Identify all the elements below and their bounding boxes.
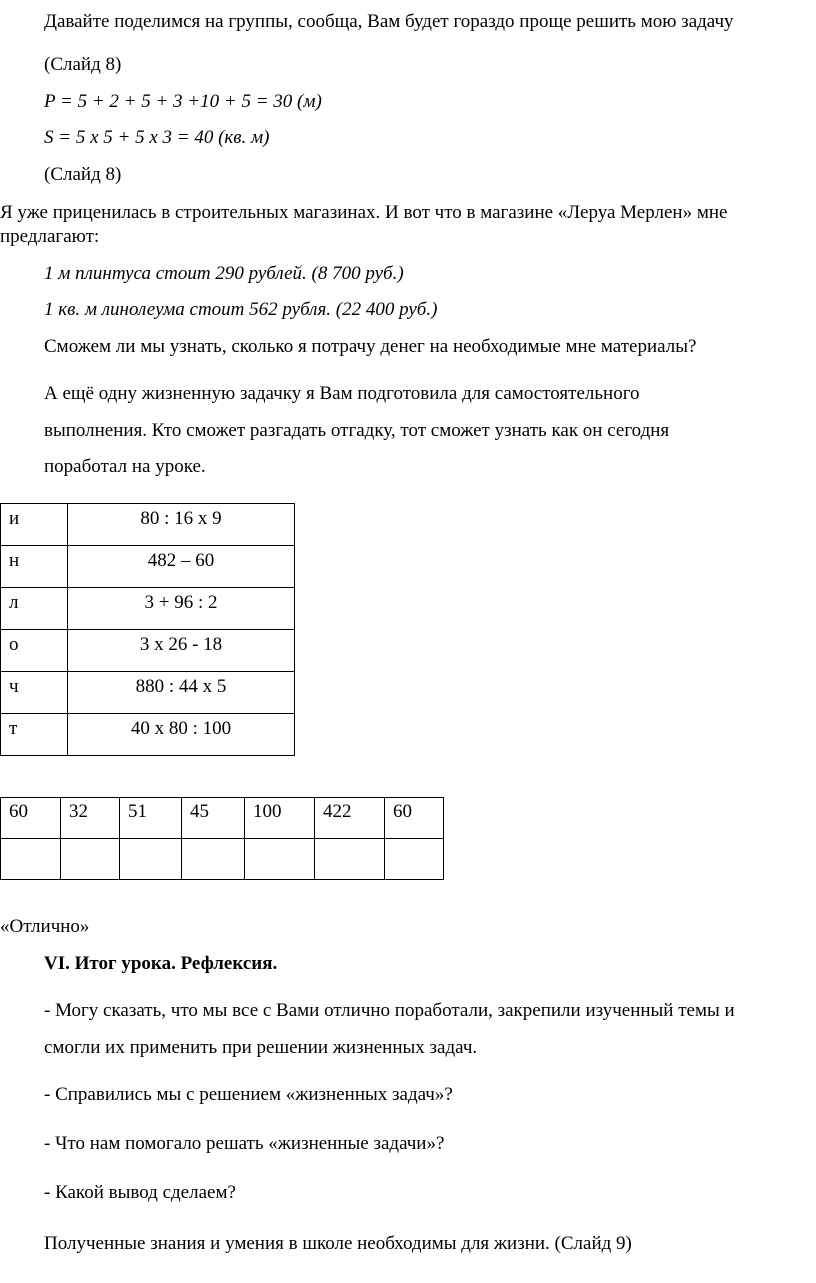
- answer-number-cell: 60: [1, 798, 61, 839]
- task-line: А ещё одну жизненную задачку я Вам подготовила для самостоятельного: [44, 383, 640, 404]
- price-intro-line1: Я уже приценилась в строительных магазинах. И вот что в магазине «Леруа Мерлен» мне: [0, 202, 728, 223]
- answer-word: «Отлично»: [0, 916, 90, 937]
- slide-ref: (Слайд 8): [44, 54, 122, 75]
- reflection-question: - Какой вывод сделаем?: [44, 1182, 236, 1203]
- answer-number-cell: 32: [61, 798, 120, 839]
- expression-cell: 482 – 60: [68, 546, 295, 588]
- task-line: выполнения. Кто сможет разгадать отгадку, тот сможет узнать как он сегодня: [44, 420, 670, 441]
- answer-number-cell: 45: [182, 798, 245, 839]
- reflection-line: смогли их применить при решении жизненных задач.: [44, 1037, 478, 1058]
- task-line: поработал на уроке.: [44, 456, 206, 477]
- plinth-price: 1 м плинтуса стоит 290 рублей. (8 700 руб.): [44, 263, 404, 284]
- table-row: [1, 504, 295, 546]
- conclusion-text: Полученные знания и умения в школе необходимы для жизни. (Слайд 9): [44, 1233, 632, 1254]
- letter-cell: т: [1, 714, 68, 756]
- slide-ref: (Слайд 8): [44, 164, 122, 185]
- answer-number-cell: 51: [120, 798, 182, 839]
- expression-cell: 80 : 16 х 9: [68, 504, 295, 546]
- answer-table: [0, 797, 444, 880]
- answer-number-cell: 100: [245, 798, 315, 839]
- answer-number-cell: 422: [315, 798, 385, 839]
- expression-cell: 40 х 80 : 100: [68, 714, 295, 756]
- reflection-line: - Могу сказать, что мы все с Вами отлично поработали, закрепили изученный темы и: [44, 1000, 735, 1021]
- letters-table: [0, 503, 295, 756]
- intro-text: Давайте поделимся на группы, сообща, Вам будет гораздо проще решить мою задачу: [44, 11, 734, 32]
- answer-letter-cell[interactable]: [182, 839, 245, 880]
- answer-letter-cell[interactable]: [120, 839, 182, 880]
- table-row: [1, 798, 444, 839]
- expression-cell: 3 х 26 - 18: [68, 630, 295, 672]
- table-row: [1, 588, 295, 630]
- table-row: [1, 714, 295, 756]
- answer-letter-cell[interactable]: [245, 839, 315, 880]
- table-row: [1, 630, 295, 672]
- expression-cell: 3 + 96 : 2: [68, 588, 295, 630]
- answer-letter-cell[interactable]: [61, 839, 120, 880]
- linoleum-price: 1 кв. м линолеума стоит 562 рубля. (22 400 руб.): [44, 299, 438, 320]
- answer-letter-cell[interactable]: [315, 839, 385, 880]
- letter-cell: л: [1, 588, 68, 630]
- money-question: Сможем ли мы узнать, сколько я потрачу денег на необходимые мне материалы?: [44, 336, 697, 357]
- reflection-question: - Справились мы с решением «жизненных задач»?: [44, 1084, 453, 1105]
- section-title: VI. Итог урока. Рефлексия.: [44, 953, 278, 974]
- table-row: [1, 672, 295, 714]
- answer-letter-cell[interactable]: [1, 839, 61, 880]
- price-intro-line2: предлагают:: [0, 226, 100, 247]
- letter-cell: и: [1, 504, 68, 546]
- letter-cell: н: [1, 546, 68, 588]
- letter-cell: ч: [1, 672, 68, 714]
- table-row: [1, 839, 444, 880]
- expression-cell: 880 : 44 х 5: [68, 672, 295, 714]
- reflection-question: - Что нам помогало решать «жизненные задачи»?: [44, 1133, 445, 1154]
- perimeter-formula: P = 5 + 2 + 5 + 3 +10 + 5 = 30 (м): [44, 91, 322, 112]
- table-row: [1, 546, 295, 588]
- area-formula: S = 5 х 5 + 5 х 3 = 40 (кв. м): [44, 127, 270, 148]
- answer-number-cell: 60: [385, 798, 444, 839]
- letter-cell: о: [1, 630, 68, 672]
- answer-letter-cell[interactable]: [385, 839, 444, 880]
